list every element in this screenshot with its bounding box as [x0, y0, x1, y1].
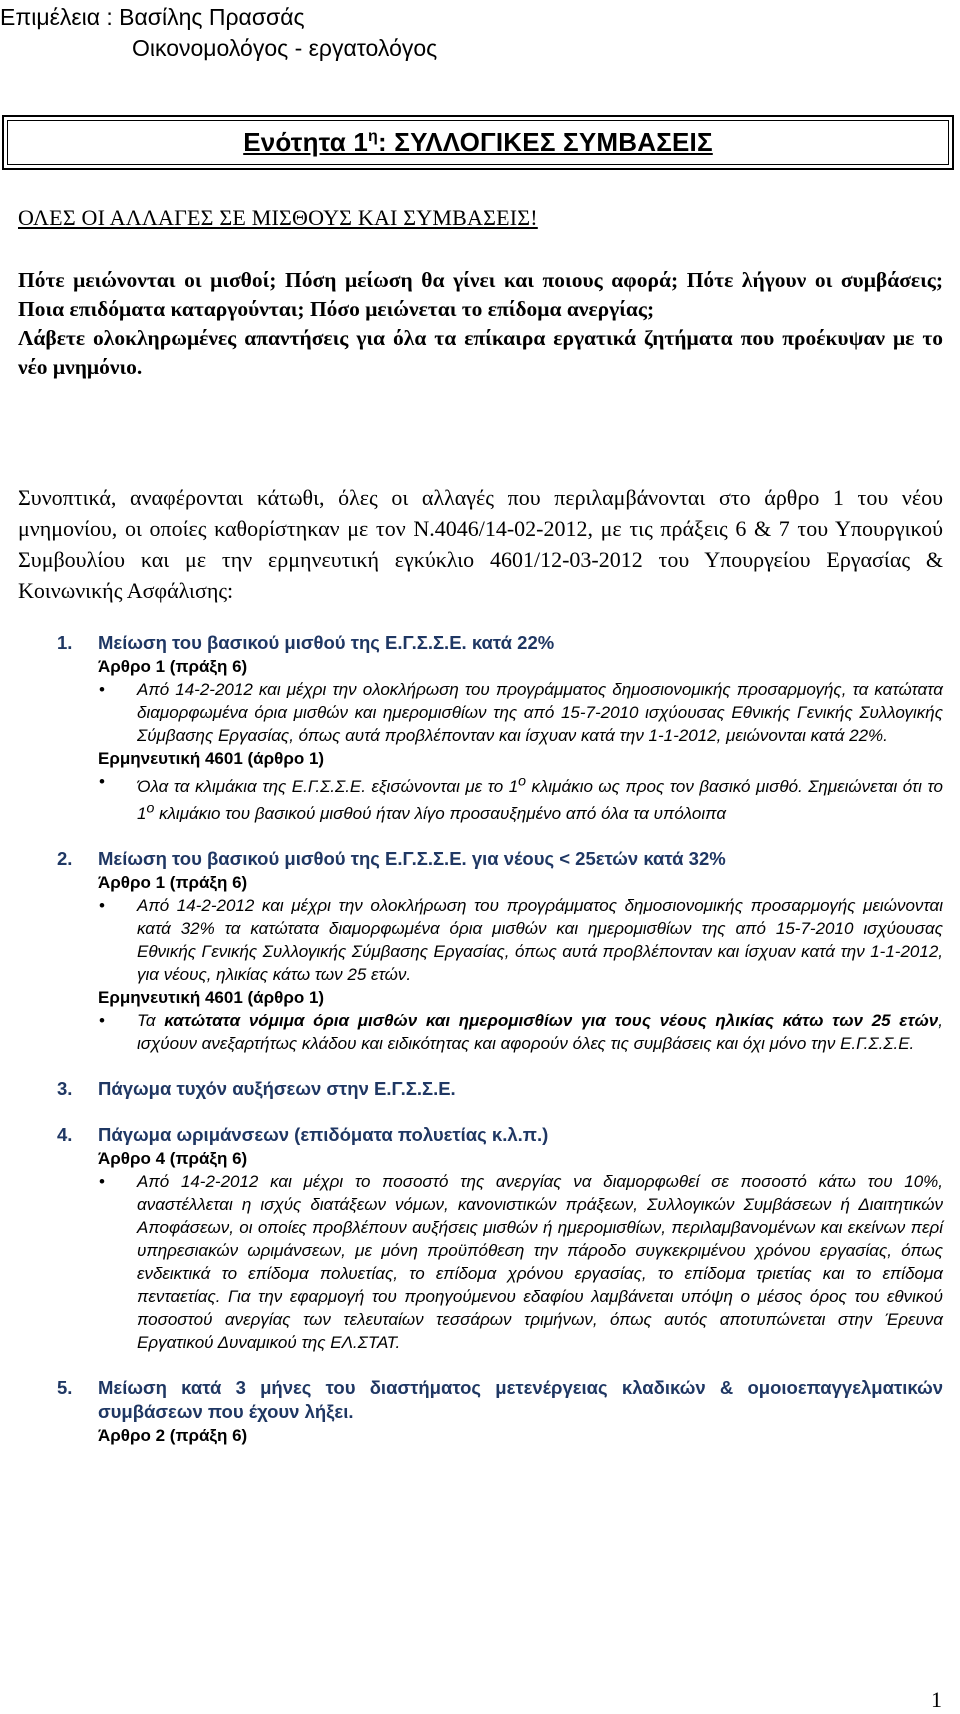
bullet-icon: •	[99, 1011, 105, 1031]
spacer	[0, 1354, 960, 1376]
section-3	[0, 1077, 960, 1101]
section-3-heading-text: Πάγωμα τυχόν αυξήσεων στην Ε.Γ.Σ.Σ.Ε.	[98, 1078, 456, 1100]
section-1-bullet-2	[99, 770, 944, 825]
section-1-article: Άρθρο 1 (πράξη 6)	[98, 657, 248, 676]
section-1-bullet-2-text	[137, 773, 944, 824]
section-title	[243, 127, 713, 158]
section-3-heading	[0, 1077, 943, 1101]
section-1-heading	[0, 631, 943, 655]
section-2-bullet-2-part-a: Τα	[137, 1011, 165, 1031]
section-1-bullet-1-text: Από 14-2-2012 και μέχρι την ολοκλήρωση του προγράμματος δημοσιονομικής προσαρμογής, τα κατώτατα διαμορφωμένα όρια μισθών και ημερομισθίων της από 15-7-2010 ισχύουσας Εθνικής Γενικής Συλλογικής Σύμβασης Εργασίας, όπως αυτά προβλέπονταν και ίσχυαν κατά την 1-1-2012, μειώνονται κατά 22%.	[137, 680, 943, 745]
section-2-article: Άρθρο 1 (πράξη 6)	[98, 873, 248, 893]
section-5-heading	[0, 1376, 943, 1424]
section-2-bullet-1	[99, 894, 943, 986]
section-1-number: 1.	[57, 632, 73, 653]
section-2	[0, 847, 960, 1055]
section-1-bullet-2-part-b: κλιμάκιο ως προς τον βασικό μισθό. Σημειώνεται ότι το 1	[137, 776, 944, 824]
section-2-bullet-2-bold: κατώτατα νόμιμα όρια μισθών και ημερομισθίων για τους νέους ηλικίας κάτω των 25 ετών	[164, 1011, 939, 1031]
bullet-icon: •	[99, 896, 105, 916]
section-title-box	[2, 115, 954, 170]
section-1-bullet-2-part-a: Όλα τα κλιμάκια της Ε.Γ.Σ.Σ.Ε. εξισώνονται με το 1	[137, 776, 519, 796]
section-2-number: 2.	[57, 848, 73, 870]
section-1-heading-text: Μείωση του βασικού μισθού της Ε.Γ.Σ.Σ.Ε. κατά 22%	[98, 632, 555, 653]
section-2-bullet-1-text: Από 14-2-2012 και μέχρι την ολοκλήρωση του προγράμματος δημοσιονομικής προσαρμογής μειώνονται κατά 32% τα κατώτατα διαμορφωμένα όρια μισθών και ημερομισθίων της από 15-7-2010 ισχύουσας Εθνικής Γενικής Συλλογικής Σύμβασης Εργασίας, όπως αυτά προβλέπονταν και ίσχυαν κατά την 1-1-2012, για νέους, ηλικίας κάτω των 25 ετών.	[137, 896, 943, 985]
intro-block	[18, 266, 943, 382]
section-title-suffix: : ΣΥΛΛΟΓΙΚΕΣ ΣΥΜΒΑΣΕΙΣ	[377, 127, 713, 157]
section-1-bullet-1	[99, 678, 943, 747]
spacer	[0, 825, 960, 847]
section-5-article: Άρθρο 2 (πράξη 6)	[98, 1426, 248, 1446]
section-2-bullet-2-text	[137, 1011, 943, 1053]
intro-questions: Πότε μειώνονται οι μισθοί; Πόση μείωση θα γίνει και ποιους αφορά; Πότε λήγουν οι συμβάσεις; Ποια επιδόματα καταργούνται; Πόσο μειώνεται το επίδομα ανεργίας;	[18, 268, 943, 321]
section-3-number: 3.	[57, 1078, 73, 1100]
author-block	[0, 2, 600, 64]
page-number: 1	[931, 1687, 942, 1712]
section-4-heading-text: Πάγωμα ωριμάνσεων (επιδόματα πολυετίας κ.λ.π.)	[98, 1124, 549, 1146]
section-4-article: Άρθρο 4 (πράξη 6)	[98, 1149, 248, 1169]
section-2-heading-text: Μείωση του βασικού μισθού της Ε.Γ.Σ.Σ.Ε. για νέους < 25ετών κατά 32%	[98, 848, 726, 870]
section-1	[0, 631, 960, 825]
changes-list	[0, 631, 960, 1447]
author-name: Επιμέλεια : Βασίλης Πρασσάς	[0, 4, 305, 30]
section-1-bullet-2-part-c: κλιμάκιο του βασικού μισθού ήταν λίγο προσαυξημένο από όλα τα υπόλοιπα	[154, 804, 727, 824]
section-5-number: 5.	[57, 1377, 73, 1399]
section-4-heading	[0, 1123, 943, 1147]
section-title-superscript: η	[368, 128, 378, 145]
headline: ΟΛΕΣ ΟΙ ΑΛΛΑΓΕΣ ΣΕ ΜΙΣΘΟΥΣ ΚΑΙ ΣΥΜΒΑΣΕΙΣ!	[18, 205, 538, 230]
section-5-heading-text: Μείωση κατά 3 μήνες του διαστήματος μετενέργειας κλαδικών & ομοιοεπαγγελματικών συμβάσεων που έχουν λήξει.	[98, 1377, 943, 1423]
intro-answers: Λάβετε ολοκληρωμένες απαντήσεις για όλα τα επίκαιρα εργατικά ζητήματα που προέκυψαν με το νέο μνημόνιο.	[18, 326, 943, 379]
section-title-prefix: Ενότητα 1	[243, 127, 368, 157]
section-2-heading	[0, 847, 943, 871]
section-1-bullet-2-sup-1: ο	[518, 773, 527, 789]
section-4	[0, 1123, 960, 1354]
section-1-bullet-2-sup-2: ο	[146, 800, 155, 817]
section-5	[0, 1376, 960, 1447]
section-4-bullet-1	[99, 1170, 943, 1354]
summary-paragraph: Συνοπτικά, αναφέρονται κάτωθι, όλες οι αλλαγές που περιλαμβάνονται στο άρθρο 1 του νέου μνημονίου, οι οποίες καθορίστηκαν με τον Ν.4046/14-02-2012, με τις πράξεις 6 & 7 του Υπουργικού Συμβουλίου και με την ερμηνευτική εγκύκλιο 4601/12-03-2012 του Υπουργείου Εργασίας & Κοινωνικής Ασφάλισης:	[18, 485, 943, 603]
section-1-interpretive: Ερμηνευτική 4601 (άρθρο 1)	[98, 749, 325, 768]
section-2-bullet-2-part-b: , ισχύουν ανεξαρτήτως κλάδου και ειδικότητας και αφορούν όλες τις συμβάσεις και όχι μόνο την Ε.Γ.Σ.Σ.Ε.	[137, 1011, 944, 1054]
section-2-interpretive: Ερμηνευτική 4601 (άρθρο 1)	[98, 988, 325, 1008]
bullet-icon: •	[99, 1172, 105, 1192]
section-title-box-inner	[7, 120, 949, 165]
section-4-bullet-1-text: Από 14-2-2012 και μέχρι το ποσοστό της ανεργίας να διαμορφωθεί σε ποσοστό κάτω του 10%, αναστέλλεται η ισχύς διατάξεων νόμων, κανονιστικών πράξεων, Συλλογικών Συμβάσεων ή Διαιτητικών Αποφάσεων, οι οποίες προβλέπουν αυξήσεις μισθών ή ημερομισθίων, περιλαμβανομένων και εκείνων περί υπηρεσιακών ωριμάνσεων, με μόνη προϋπόθεση την πάροδο συγκεκριμένου χρόνου εργασίας, όπως ενδεικτικά το επίδομα πολυετίας, το επίδομα χρόνου εργασίας, το επίδομα τριετίας και το επίδομα πενταετίας. Για την εφαρμογή του προηγούμενου εδαφίου λαμβάνεται υπόψη ο μέσος όρος του εθνικού ποσοστού ανεργίας των τελευταίων τεσσάρων τριμήνων, όπως αυτός αποτυπώνεται στην Έρευνα Εργατικού Δυναμικού της ΕΛ.ΣΤΑΤ.	[137, 1172, 943, 1353]
spacer	[0, 1101, 960, 1123]
author-title: Οικονομολόγος - εργατολόγος	[132, 35, 438, 61]
spacer	[0, 1055, 960, 1077]
section-2-bullet-2	[99, 1009, 944, 1055]
section-4-number: 4.	[57, 1124, 73, 1146]
bullet-icon: •	[99, 772, 105, 791]
bullet-icon: •	[99, 680, 105, 699]
